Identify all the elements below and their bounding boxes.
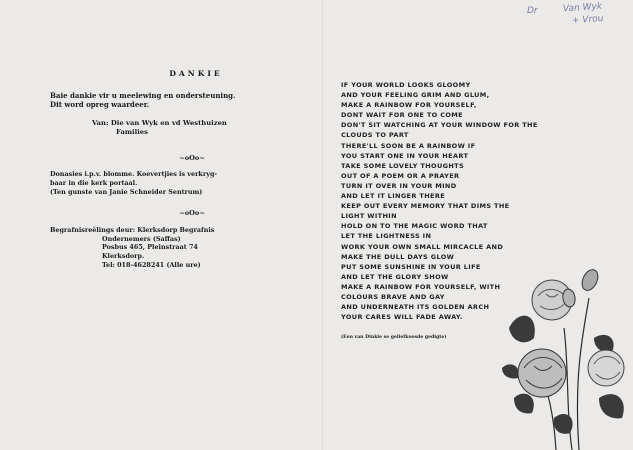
poem-line: IF YOUR WORLD LOOKS GLOOMY <box>341 81 471 89</box>
funeral-label: Begrafnisreëlings deur: Klerksdorp Begrafnis <box>50 226 215 235</box>
address-line: Posbus 465, Pleinstraat 74 <box>102 243 198 252</box>
poem-line: MAKE THE DULL DAYS GLOW <box>341 252 455 261</box>
handwritten-names-2: + Vrou <box>571 13 604 27</box>
poem-line: DONT WAIT FOR ONE TO COME <box>341 111 463 120</box>
poem-line: AND LET IT LINGER THERE <box>341 192 446 201</box>
address-line: Ondernemers (Saffas) <box>102 234 181 243</box>
poem-line: YOUR CARES WILL FADE AWAY. <box>341 313 463 322</box>
roses-illustration <box>494 268 633 450</box>
left-page <box>50 70 312 270</box>
page-fold <box>322 0 323 450</box>
poem-line: WORK YOUR OWN SMALL MIRCACLE AND <box>341 242 504 251</box>
separator: ~oOo~ <box>179 153 205 162</box>
poem-line: AND LET THE GLORY SHOW <box>341 272 449 281</box>
poem-line: YOU START ONE IN YOUR HEART <box>341 151 469 160</box>
funeral-address <box>102 235 312 270</box>
donations-line: (Ten gunste van Janie Schneider Sentrum) <box>50 187 203 196</box>
handwritten-dr: Dr <box>527 6 538 16</box>
poem-credit: (Een van Dinkie se geliefkoosde gedigte) <box>341 335 447 341</box>
donations-line: Donasies i.p.v. blomme. Koevertjies is verkryg- <box>50 170 218 179</box>
poem-line: LET THE LIGHTNESS IN <box>341 232 432 241</box>
page-title: DANKIE <box>169 69 223 78</box>
poem-line: OUT OF A POEM OR A PRAYER <box>341 171 460 180</box>
poem-line: AND YOUR FEELING GRIM AND GLUM, <box>341 91 490 100</box>
poem-line: PUT SOME SUNSHINE IN YOUR LIFE <box>341 262 481 271</box>
poem-line: TAKE SOME LOVELY THOUGHTS <box>341 161 465 170</box>
poem-line: MAKE A RAINBOW FOR YOURSELF, WITH <box>341 282 501 291</box>
from-families <box>92 119 312 137</box>
donations-note <box>50 170 312 196</box>
from-line: Van: Die van Wyk en vd Westhuizen <box>92 118 227 127</box>
thanks-message <box>50 91 312 110</box>
poem-line: CLOUDS TO PART <box>341 131 409 140</box>
poem-line: HOLD ON TO THE MAGIC WORD THAT <box>341 222 488 231</box>
poem-line: DON'T SIT WATCHING AT YOUR WINDOW FOR THE <box>341 121 538 130</box>
address-line: Tel: 018-4628241 (Alle ure) <box>102 260 201 269</box>
separator: ~oOo~ <box>179 209 205 218</box>
address-line: Klerksdorp. <box>102 252 145 261</box>
poem-line: COLOURS BRAVE AND GAY <box>341 292 445 301</box>
poem-line: TURN IT OVER IN YOUR MIND <box>341 181 457 190</box>
funeral-arrangements <box>50 226 312 270</box>
from-line: Families <box>116 127 148 136</box>
thanks-line: Baie dankie vir u meelewing en ondersteuning. <box>50 90 236 100</box>
thanks-line: Dit word opreg waardeer. <box>50 100 150 110</box>
poem-line: THERE'LL SOON BE A RAINBOW IF <box>341 141 476 150</box>
handwritten-names: Van Wyk <box>562 1 603 15</box>
donations-line: baar in die kerk portaal. <box>50 179 138 188</box>
poem-line: KEEP OUT EVERY MEMORY THAT DIMS THE <box>341 202 510 211</box>
poem-line: AND UNDERNEATH ITS GOLDEN ARCH <box>341 303 490 312</box>
poem-line: MAKE A RAINBOW FOR YOURSELF, <box>341 101 477 110</box>
poem-line: LIGHT WITHIN <box>341 212 397 221</box>
